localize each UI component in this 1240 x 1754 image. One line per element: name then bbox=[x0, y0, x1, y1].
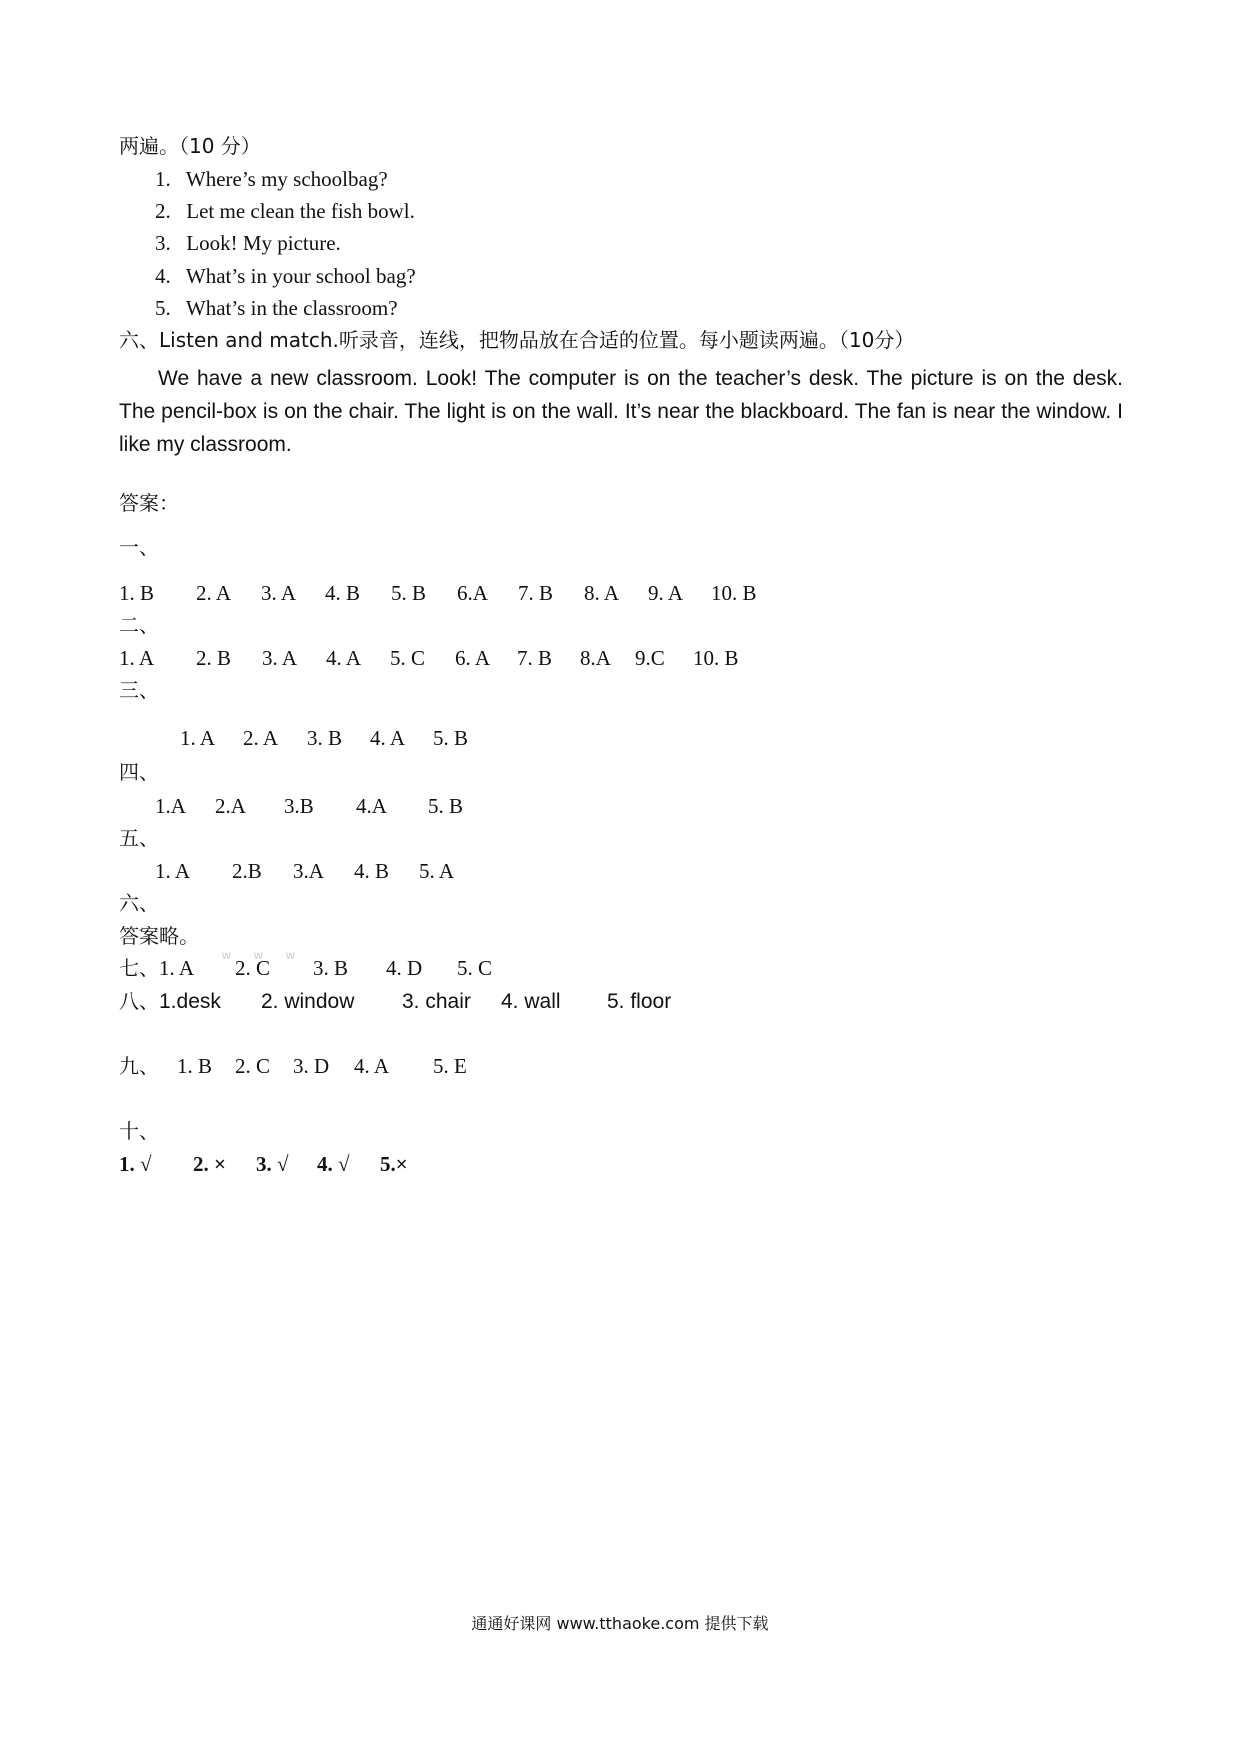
list-item: 2. Let me clean the fish bowl. bbox=[155, 199, 415, 223]
intro-line: 两遍。（10 分） bbox=[119, 134, 261, 158]
section-6-heading: 六、Listen and match.听录音，连线，把物品放在合适的位置。每小题读两遍。（10分） bbox=[119, 328, 915, 352]
answer-row-1: 1. B 2. A 3. A 4. B 5. B 6.A 7. B 8. A 9. A 10. B bbox=[119, 581, 757, 605]
answer-label-1: 一、 bbox=[119, 535, 159, 559]
faint-watermark: w w w bbox=[222, 948, 305, 962]
answer-row-9: 九、 1. B 2. C 3. D 4. A 5. E bbox=[119, 1054, 467, 1078]
section-6-title: Listen and match.听录音，连线，把物品放在合适的位置。每小题读两遍。（10分） bbox=[159, 328, 915, 352]
answer-label-2: 二、 bbox=[119, 613, 159, 637]
answer-row-2: 1. A 2. B 3. A 4. A 5. C 6. A 7. B 8.A 9.C 10. B bbox=[119, 646, 739, 670]
answer-row-5: 1. A 2.B 3.A 4. B 5. A bbox=[155, 859, 455, 883]
answer-label-3: 三、 bbox=[119, 678, 159, 702]
answer-label-5: 五、 bbox=[119, 826, 159, 850]
list-item: 3. Look! My picture. bbox=[155, 231, 341, 255]
answer-text-6: 答案略。 bbox=[119, 924, 199, 948]
answer-row-8: 八、1.desk 2. window 3. chair 4. wall 5. floor bbox=[119, 989, 672, 1013]
list-item: 1. Where’s my schoolbag? bbox=[155, 167, 388, 191]
answer-row-3: 1. A 2. A 3. B 4. A 5. B bbox=[180, 726, 469, 750]
answer-row-10: 1. √ 2. × 3. √ 4. √ 5.× bbox=[119, 1152, 408, 1176]
answer-label-10: 十、 bbox=[119, 1119, 159, 1143]
list-item: 4. What’s in your school bag? bbox=[155, 264, 416, 288]
footer-source: 通通好课网 www.tthaoke.com 提供下载 bbox=[471, 1614, 769, 1633]
answer-row-4: 1.A 2.A 3.B 4.A 5. B bbox=[155, 794, 464, 818]
listening-passage: We have a new classroom. Look! The computer is on the teacher’s desk. The picture is on the desk. The pencil-box is on the chair. The light is on the wall. It’s near the blackboard. The fan is near the window. I like my classroom. bbox=[119, 367, 1123, 456]
answers-heading: 答案： bbox=[119, 491, 179, 515]
answer-row-7: 七、1. A 2. C 3. B 4. D 5. C bbox=[119, 956, 493, 980]
list-item: 5. What’s in the classroom? bbox=[155, 296, 398, 320]
answer-label-4: 四、 bbox=[119, 760, 159, 784]
answer-label-6: 六、 bbox=[119, 891, 159, 915]
